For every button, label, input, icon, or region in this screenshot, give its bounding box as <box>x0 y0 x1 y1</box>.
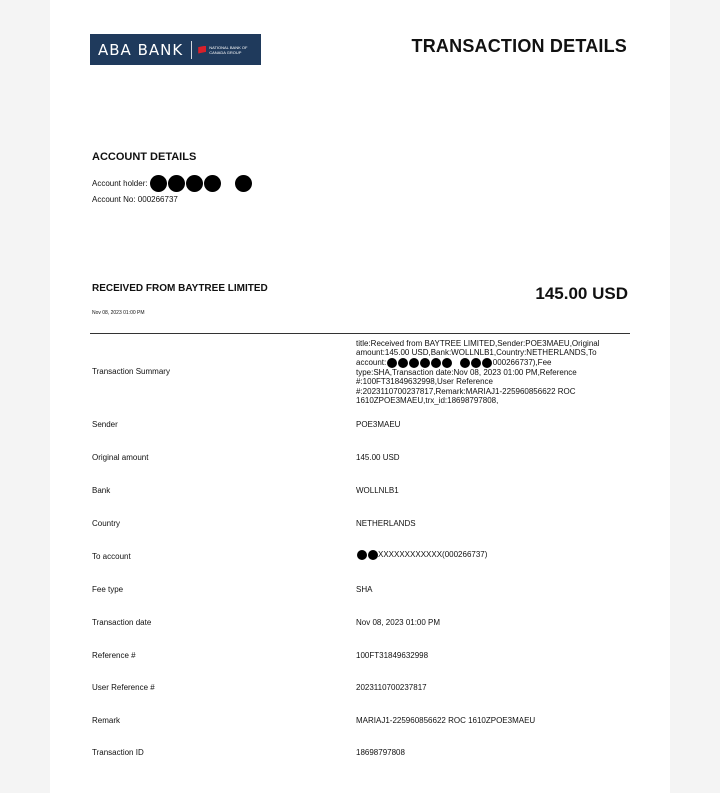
original-amount-label: Original amount <box>92 453 149 462</box>
logo-subtext: NATIONAL BANK OF CANADA GROUP <box>209 44 248 55</box>
country-value: NETHERLANDS <box>356 519 416 528</box>
redaction-mark <box>149 175 252 192</box>
transaction-id-value: 18698797808 <box>356 748 405 757</box>
fee-type-value: SHA <box>356 585 373 594</box>
transaction-date-value: Nov 08, 2023 01:00 PM <box>356 618 441 627</box>
summary-label: Transaction Summary <box>92 367 170 376</box>
account-number: Account No: 000266737 <box>92 195 178 204</box>
bank-value: WOLLNLB1 <box>356 486 399 495</box>
account-holder-label: Account holder: <box>92 179 148 188</box>
summary-line: amount:145.00 USD,Bank:WOLLNLB1,Country:NETHERLANDS,To <box>356 348 597 358</box>
statement-page <box>50 0 670 793</box>
reference-value: 100FT31849632998 <box>356 651 429 660</box>
remark-value: MARIAJ1-225960856622 ROC 1610ZPOE3MAEU <box>356 716 536 725</box>
summary-line: #:100FT31849632998,User Reference <box>356 377 493 387</box>
divider <box>90 333 630 334</box>
document-title: TRANSACTION DETAILS <box>411 36 627 56</box>
reference-label: Reference # <box>92 651 136 660</box>
user-reference-value: 2023110700237817 <box>356 683 427 692</box>
summary-line: title:Received from BAYTREE LIMITED,Sender:POE3MAEU,Original <box>356 339 600 348</box>
received-date: Nov 08, 2023 01:00 PM <box>92 310 145 316</box>
account-details-heading: ACCOUNT DETAILS <box>92 151 197 163</box>
flag-icon <box>198 46 206 54</box>
sender-value: POE3MAEU <box>356 420 401 429</box>
summary-line: 1610ZPOE3MAEU,trx_id:18698797808, <box>356 396 499 406</box>
original-amount-value: 145.00 USD <box>356 453 400 462</box>
to-account-value: XXXXXXXXXXXX(000266737) <box>356 550 624 560</box>
bank-logo <box>90 34 261 65</box>
country-label: Country <box>92 519 121 528</box>
summary-value <box>356 339 624 405</box>
transaction-date-label: Transaction date <box>92 618 152 627</box>
summary-line: #:2023110700237817,Remark:MARIAJ1-225960856622 ROC <box>356 386 576 396</box>
logo-text: ABA BANK <box>98 40 184 59</box>
user-reference-label: User Reference # <box>92 683 155 692</box>
bank-label: Bank <box>92 486 111 495</box>
received-from-heading: RECEIVED FROM BAYTREE LIMITED <box>92 283 268 294</box>
transaction-id-label: Transaction ID <box>92 748 144 757</box>
account-holder <box>92 175 252 192</box>
remark-label: Remark <box>92 716 121 725</box>
sender-label: Sender <box>92 420 118 429</box>
summary-line: type:SHA,Transaction date:Nov 08, 2023 01:00 PM,Reference <box>356 367 577 377</box>
transaction-amount: 145.00 USD <box>535 284 628 303</box>
fee-type-label: Fee type <box>92 585 124 594</box>
logo-divider <box>191 41 192 59</box>
to-account-label: To account <box>92 552 131 561</box>
summary-line: account: 000266737),Fee <box>356 357 552 367</box>
